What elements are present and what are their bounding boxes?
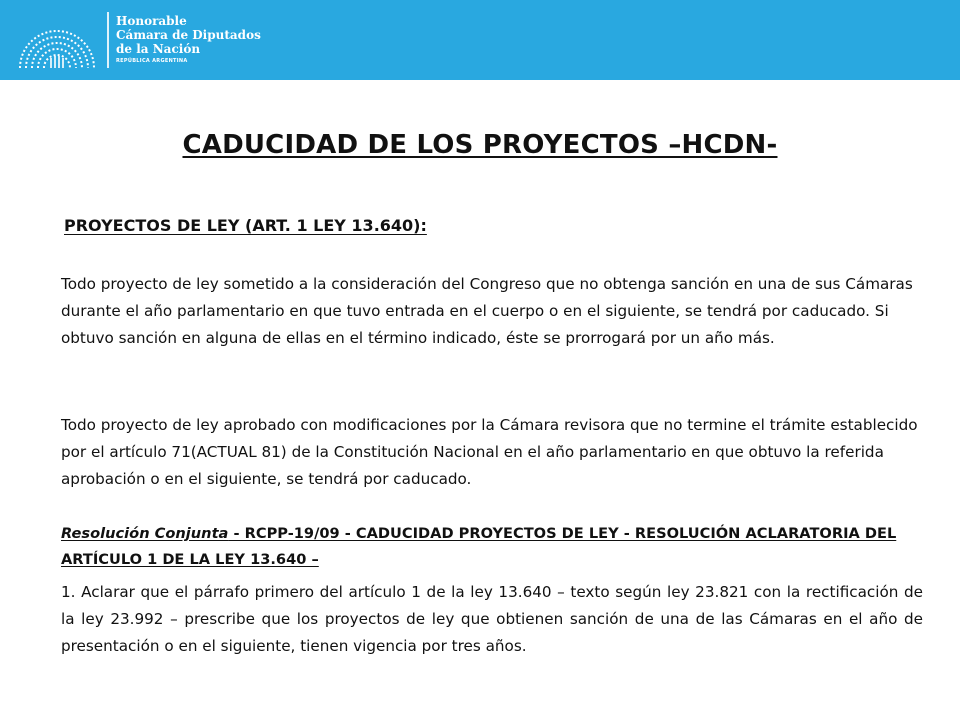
org-line-1: Honorable [116, 14, 187, 28]
paragraph-2: Todo proyecto de ley aprobado con modificaciones por la Cámara revisora que no termine el trámite establecido por el artículo 71(ACTUAL 81) de la Constitución Nacional en el año parlamentario en que obtuvo la referida aprobación o en el siguiente, se tendrá por caducado. [61, 416, 918, 488]
section-subtitle: PROYECTOS DE LEY (ART. 1 LEY 13.640): [64, 216, 427, 235]
org-line-3: de la Nación [116, 42, 201, 56]
paragraph-3: 1. Aclarar que el párrafo primero del artículo 1 de la ley 13.640 – texto según ley 23.821 con la rectificación de la ley 23.992 – prescribe que los proyectos de ley que obtienen sanción de una de las Cámaras en el año de presentación o en el siguiente, tienen vigencia por tres años. [61, 583, 923, 655]
resolution-title: - RCPP-19/09 - CADUCIDAD PROYECTOS DE LEY - RESOLUCIÓN ACLARATORIA DEL ARTÍCULO 1 DE LA LEY 13.640 – [61, 525, 897, 568]
header-bar [0, 0, 960, 80]
resolution-type: Resolución Conjunta [61, 525, 229, 542]
page-title: CADUCIDAD DE LOS PROYECTOS –HCDN- [182, 130, 778, 160]
congress-arch-icon [12, 8, 102, 72]
header-divider [107, 12, 109, 68]
paragraph-1: Todo proyecto de ley sometido a la consideración del Congreso que no obtenga sanción en una de sus Cámaras durante el año parlamentario en que tuvo entrada en el cuerpo o en el siguiente, se tendrá por caducado. Si obtuvo sanción en alguna de ellas en el término indicado, éste se prorrogará por un año más. [61, 275, 913, 347]
institution-name [116, 14, 261, 66]
org-line-4: REPÚBLICA ARGENTINA [116, 58, 188, 64]
resolution-heading [61, 521, 923, 573]
org-line-2: Cámara de Diputados [116, 28, 261, 42]
